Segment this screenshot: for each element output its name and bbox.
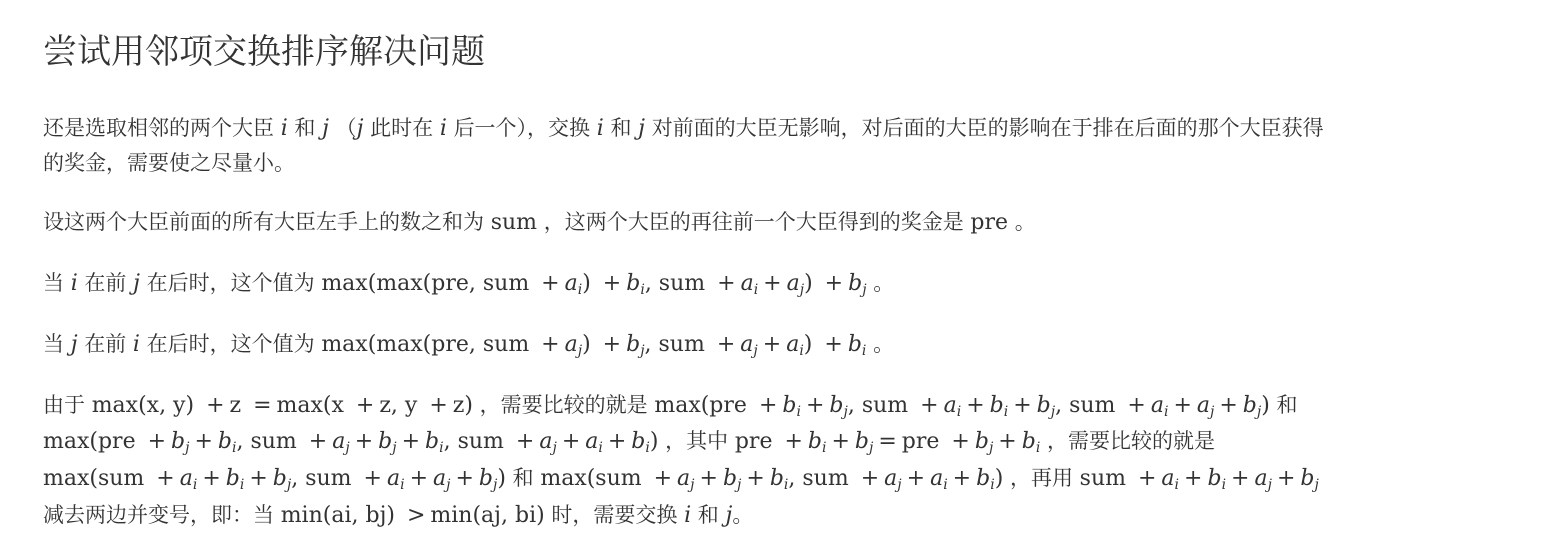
math-var-i: i <box>684 503 692 528</box>
text: 在后时，这个值为 <box>146 332 315 356</box>
math-formula: min(ai, bj) > min(aj, bi) <box>280 503 545 528</box>
text: ，这两个大臣的再往前一个大臣得到的奖金是 <box>543 210 964 234</box>
math-var-i: i <box>439 116 447 141</box>
math-formula: max(x, y) + z = max(x + z, y + z) <box>91 393 473 418</box>
text: 的奖金，需要使之尽量小。 <box>43 151 295 175</box>
text: ，需要比较的就是 <box>1047 429 1215 453</box>
text: 在前 <box>84 271 127 295</box>
math-var-i: i <box>132 332 140 357</box>
math-formula: $\max(sum + a_i + b_i + b_j$, sum + $a_i + a_j + b_j$) <box>43 466 506 493</box>
text: 时，需要交换 <box>551 503 678 527</box>
math-var-j: j <box>133 271 140 296</box>
math-formula: $\max(pre + b_i + b_j$, sum + $a_i + b_i + b_j$, sum + $a_i + a_j + b_j$) <box>654 393 1270 420</box>
math-var-j: j <box>725 503 733 528</box>
text: （ <box>335 116 357 140</box>
math-var-j: j <box>356 116 364 141</box>
text: 后一个），交换 <box>453 116 591 140</box>
text: 和 <box>294 116 316 140</box>
text: 当 <box>43 332 64 356</box>
text: 。 <box>873 332 895 356</box>
text: 和 <box>512 466 534 490</box>
text: 在前 <box>84 332 127 356</box>
math-var-i: i <box>596 116 604 141</box>
math-sum: sum <box>490 210 538 235</box>
text: ，其中 <box>665 429 729 453</box>
paragraph-1-line-1 <box>43 110 1324 147</box>
math-formula: $\max(pre + b_j + b_i$, sum + $a_j + b_j + b_i$, sum + $a_j + a_i + b_i$) <box>43 429 659 456</box>
text: 此时在 <box>370 116 434 140</box>
text: 和 <box>610 116 632 140</box>
math-formula: sum + $a_i + b_i + a_j + b_j$ <box>1079 466 1319 493</box>
text: 和 <box>697 503 719 527</box>
math-var-j: j <box>70 332 78 357</box>
text: 还是选取相邻的两个大臣 <box>43 116 274 140</box>
math-var-i: i <box>280 116 288 141</box>
math-formula: pre + $b_i + b_j$ = pre + $b_j + b_i$ <box>734 429 1041 456</box>
text: ，需要比较的就是 <box>479 393 648 417</box>
text: 在后时，这个值为 <box>146 271 315 295</box>
paragraph-1-line-2 <box>43 145 295 181</box>
paragraph-5-line-4 <box>43 497 753 534</box>
text: 对前面的大臣无影响，对后面的大臣的影响在于排在后面的那个大臣获得 <box>651 116 1324 140</box>
text: 。 <box>873 271 895 295</box>
math-var-i: i <box>70 271 78 296</box>
paragraph-3 <box>43 265 894 308</box>
math-formula: max(max(pre, sum + $a_j) + b_j$, sum + $a_j + a_i) + b_i$ <box>321 332 867 359</box>
paragraph-4 <box>43 326 894 369</box>
text: 和 <box>1276 393 1298 417</box>
text: 由于 <box>43 393 85 417</box>
text: 。 <box>732 503 754 527</box>
text: 减去两边并变号，即：当 <box>43 503 274 527</box>
text: 当 <box>43 271 64 295</box>
math-formula: max(max(pre, sum + $a_i) + b_i$, sum + $a_i + a_j) + b_j$ <box>321 271 867 298</box>
section-heading: 尝试用邻项交换排序解决问题 <box>43 32 485 72</box>
math-pre: pre <box>970 210 1009 235</box>
math-var-j: j <box>322 116 329 141</box>
math-var-j: j <box>638 116 645 141</box>
text: ，再用 <box>1009 466 1073 490</box>
text: 设这两个大臣前面的所有大臣左手上的数之和为 <box>43 210 484 234</box>
text: 。 <box>1014 210 1036 234</box>
paragraph-2 <box>43 204 1036 241</box>
math-formula: $\max(sum + a_j + b_j + b_i$, sum + $a_j + a_i + b_i$) <box>540 466 1004 493</box>
